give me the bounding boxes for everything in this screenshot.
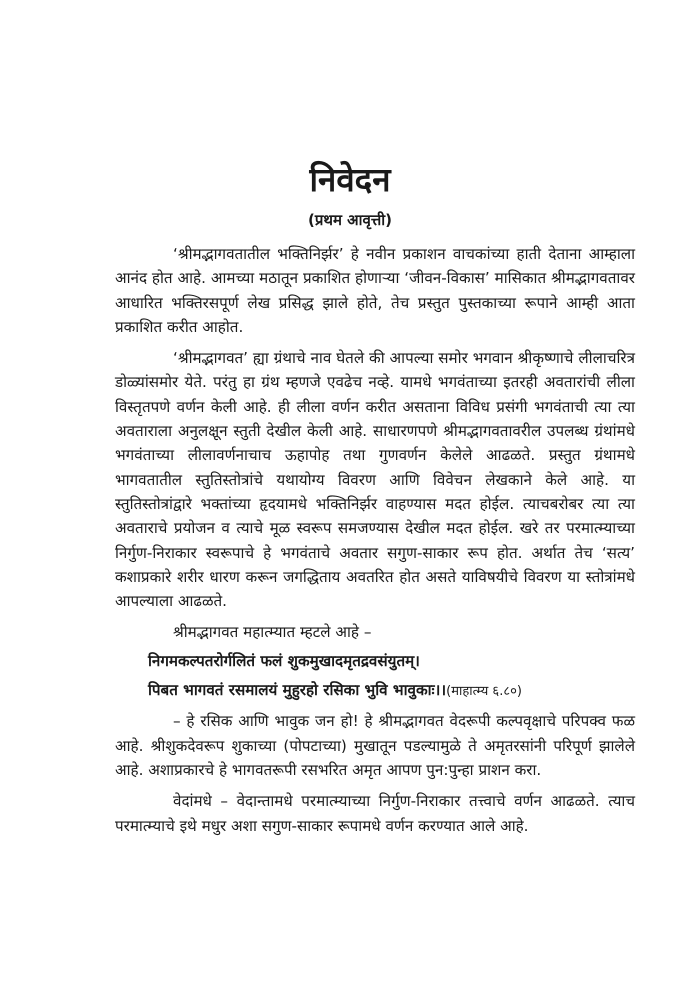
body-text bbox=[115, 242, 635, 845]
paragraph-intro: ‘श्रीमद्भागवतातील भक्तिनिर्झर’ हे नवीन प्रकाशन वाचकांच्या हाती देताना आम्हाला आनंद होत आहे. आमच्या मठातून प्रकाशित होणाऱ्या ‘जीवन-विकास’ मासिकात श्रीमद्भागवतावर आधारित भक्तिरसपूर्ण लेख प्रसिद्ध झाले होते, तेच प्रस्तुत पुस्तकाच्या रूपाने आम्ही आता प्रकाशित करीत आहोत. bbox=[115, 245, 635, 336]
verse-line-1: निगमकल्पतरोर्गलितं फलं शुकमुखादमृतद्रवसंयुतम्। bbox=[148, 651, 420, 670]
edition-subtitle: (प्रथम आवृत्ती) bbox=[308, 211, 392, 229]
verse-line-2 bbox=[115, 678, 635, 704]
quote-intro: श्रीमद्भागवत महात्म्यात म्हटले आहे – bbox=[173, 623, 372, 642]
paragraph-vedas: वेदांमधे – वेदान्तामधे परमात्म्याच्या निर्गुण-निराकार तत्त्वाचे वर्णन आढळते. त्याच परमात्म्याचे इथे मधुर अशा सगुण-साकार रूपामधे वर्णन करण्यात आले आहे. bbox=[115, 792, 635, 835]
verse-line-2-text: पिबत भागवतं रसमालयं मुहुरहो रसिका भुवि भावुकाः।। bbox=[148, 681, 447, 700]
paragraph-verse-meaning: – हे रसिक आणि भावुक जन हो! हे श्रीमद्भागवत वेदरूपी कल्पवृक्षाचे परिपक्व फळ आहे. श्रीशुकदेवरूप शुकाच्या (पोपटाच्या) मुखातून पडल्यामुळे ते अमृतरसांनी परिपूर्ण झालेले आहे. अशाप्रकारचे हे भागवतरूपी रसभरित अमृत आपण पुन:पुन्हा प्राशन करा. bbox=[115, 712, 635, 779]
verse-reference: (माहात्म्य ६.८०) bbox=[446, 684, 522, 700]
page-title: निवेदन bbox=[309, 160, 391, 199]
paragraph-bhagavat: ‘श्रीमद्भागवत’ ह्या ग्रंथाचे नाव घेतले की आपल्या समोर भगवान श्रीकृष्णाचे लीलाचरित्र डोळ्यांसमोर येते. परंतु हा ग्रंथ म्हणजे एवढेच नव्हे. यामधे भगवंताच्या इतरही अवतारांची लीला विस्तृतपणे वर्णन केली आहे. ही लीला वर्णन करीत असताना विविध प्रसंगी भगवंताची त्या त्या अवताराला अनुलक्षून स्तुती देखील केली आहे. साधारणपणे श्रीमद्भागवतावरील उपलब्ध ग्रंथांमधे भगवंताच्या लीलावर्णनाचाच ऊहापोह तथा गुणवर्णन केलेले आढळते. प्रस्तुत ग्रंथामधे भागवतातील स्तुतिस्तोत्रांचे यथायोग्य विवरण आणि विवेचन लेखकाने केले आहे. या स्तुतिस्तोत्रांद्वारे भक्तांच्या हृदयामधे भक्तिनिर्झर वाहण्यास मदत होईल. त्याचबरोबर त्या त्या अवताराचे प्रयोजन व त्याचे मूळ स्वरूप समजण्यास देखील मदत होईल. खरे तर परमात्म्याच्या निर्गुण-निराकार स्वरूपाचे हे भगवंताचे अवतार सगुण-साकार रूप होत. अर्थात तेच ‘सत्य’ कशाप्रकारे शरीर धारण करून जगद्धिताय अवतरित होत असते याविषयीचे विवरण या स्तोत्रांमधे आपल्याला आढळते. bbox=[115, 349, 635, 611]
